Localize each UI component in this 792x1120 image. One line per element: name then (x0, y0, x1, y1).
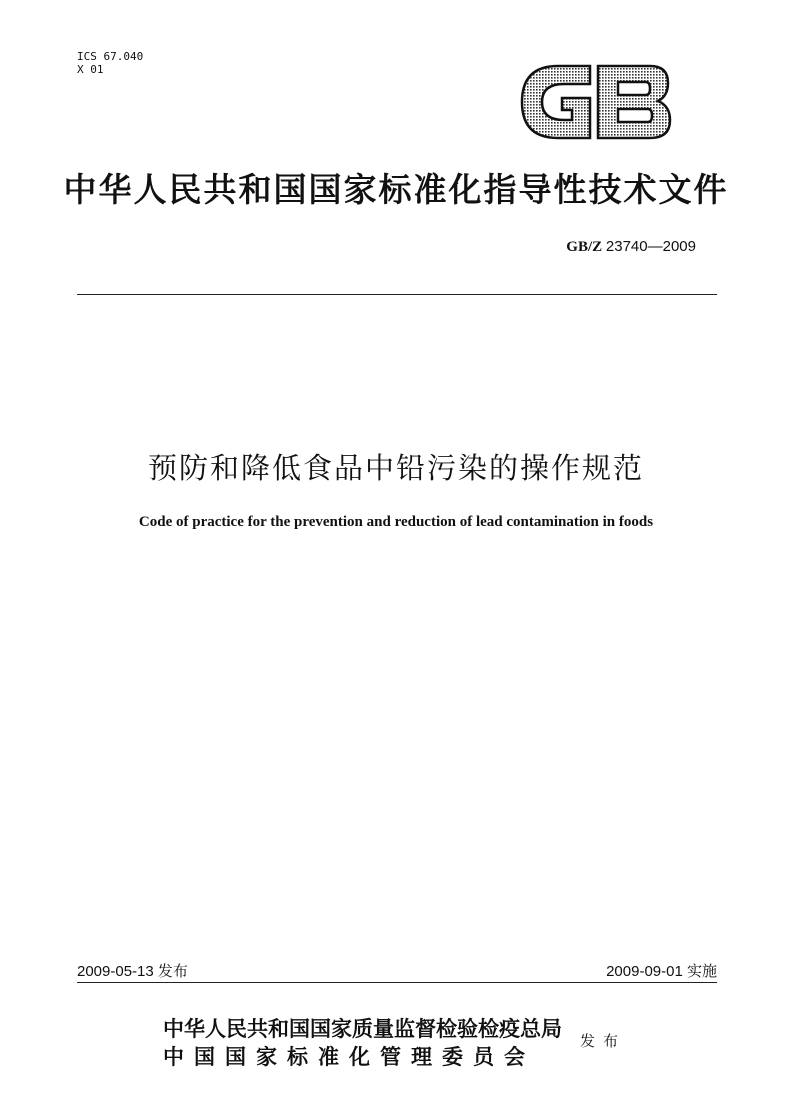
gb-logo (518, 62, 672, 142)
classification-codes (77, 50, 143, 76)
issuer-sac: 中国国家标准化管理委员会 (163, 1044, 535, 1069)
standard-category-title: 中华人民共和国国家标准化指导性技术文件 (63, 170, 729, 209)
footer-divider (77, 982, 717, 983)
class-code: X 01 (77, 63, 104, 76)
header-divider (77, 294, 717, 295)
standard-code: 23740—2009 (605, 238, 696, 255)
document-title-en: Code of practice for the prevention and reduction of lead contamination in foods (138, 514, 654, 530)
ics-code: ICS 67.040 (77, 50, 144, 63)
issuer-aqsiq: 中华人民共和国国家质量监督检验检疫总局 (163, 1016, 562, 1041)
document-title-cn: 预防和降低食品中铅污染的操作规范 (147, 451, 644, 485)
issue-date: 2009-05-13 发布 (77, 963, 188, 980)
implement-date: 2009-09-01 实施 (606, 963, 717, 980)
standard-number (566, 238, 696, 256)
standard-prefix: GB/Z (566, 239, 603, 255)
release-label: 发布 (580, 1032, 627, 1050)
